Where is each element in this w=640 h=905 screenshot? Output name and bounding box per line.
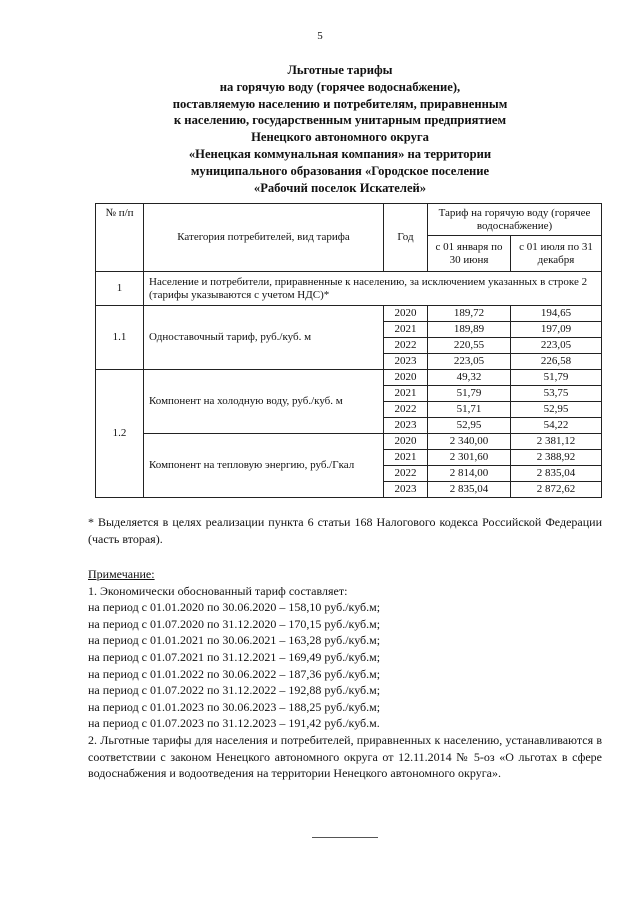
value-cell: 194,65 [511,306,602,322]
year-cell: 2022 [384,402,428,418]
title-line: поставляемую населению и потребителям, приравненным [172,96,508,111]
year-cell: 2021 [384,322,428,338]
value-cell: 2 872,62 [511,482,602,498]
period-line: на период с 01.01.2023 по 30.06.2023 – 188,25 руб./куб.м; [88,699,381,714]
header-half2: с 01 июля по 31 декабря [511,236,602,272]
period-line: на период с 01.07.2021 по 31.12.2021 – 169,49 руб./куб.м; [88,649,381,664]
year-cell: 2023 [384,418,428,434]
period-line: на период с 01.07.2020 по 31.12.2020 – 170,15 руб./куб.м; [88,616,381,631]
period-line: на период с 01.01.2022 по 30.06.2022 – 187,36 руб./куб.м; [88,666,381,681]
footnote: * Выделяется в целях реализации пункта 6 статьи 168 Налогового кодекса Российской Федерации (часть вторая). [88,515,602,546]
header-year: Год [384,204,428,272]
value-cell: 2 835,04 [428,482,511,498]
year-cell: 2020 [384,434,428,450]
period-line: на период с 01.01.2021 по 30.06.2021 – 163,28 руб./куб.м; [88,633,381,648]
value-cell: 197,09 [511,322,602,338]
value-cell: 51,79 [428,386,511,402]
value-cell: 2 835,04 [511,466,602,482]
value-cell: 226,58 [511,354,602,370]
header-num: № п/п [96,204,144,272]
table-row [96,306,602,322]
period-line: на период с 01.07.2023 по 31.12.2023 – 191,42 руб./куб.м. [88,716,380,731]
year-cell: 2021 [384,386,428,402]
period-line: на период с 01.07.2022 по 31.12.2022 – 192,88 руб./куб.м; [88,683,381,698]
row-num: 1.1 [96,306,144,370]
value-cell: 2 340,00 [428,434,511,450]
value-cell: 53,75 [511,386,602,402]
tariff-label: Одноставочный тариф, руб./куб. м [144,306,384,370]
tariff-label: Компонент на тепловую энергию, руб./Гкал [144,434,384,498]
title-line: Льготные тарифы [287,63,393,77]
value-cell: 220,55 [428,338,511,354]
year-cell: 2021 [384,450,428,466]
table-row [96,370,602,386]
title-line: «Ненецкая коммунальная компания» на территории [188,146,492,161]
header-half1: с 01 января по 30 июня [428,236,511,272]
value-cell: 2 301,60 [428,450,511,466]
notes-section [88,566,602,782]
year-cell: 2022 [384,466,428,482]
tariff-table [95,203,602,498]
value-cell: 52,95 [511,402,602,418]
group-description: Население и потребители, приравненные к населению, за исключением указанных в строке 2 (тарифы указываются с учетом НДС)* [144,272,602,306]
document-title [80,62,600,196]
year-cell: 2023 [384,482,428,498]
value-cell: 223,05 [428,354,511,370]
note-item: 1. Экономически обоснованный тариф составляет: [88,583,348,598]
value-cell: 189,72 [428,306,511,322]
year-cell: 2023 [384,354,428,370]
tariff-label: Компонент на холодную воду, руб./куб. м [144,370,384,434]
value-cell: 51,71 [428,402,511,418]
year-cell: 2020 [384,370,428,386]
table-row [96,272,602,306]
note-item: 2. Льготные тарифы для населения и потребителей, приравненных к населению, устанавливаются в соответствии с законом Ненецкого автономного округа от 12.11.2014 № 5-оз «О льготах в сфере водоснабжения и водоотведения на территории Ненецкого автономного округа». [88,732,602,781]
value-cell: 49,32 [428,370,511,386]
title-line: «Рабочий поселок Искателей» [253,180,427,195]
period-line: на период с 01.01.2020 по 30.06.2020 – 158,10 руб./куб.м; [88,600,381,615]
value-cell: 189,89 [428,322,511,338]
value-cell: 54,22 [511,418,602,434]
table-row [96,434,602,450]
table-header-row [96,204,602,236]
value-cell: 2 388,92 [511,450,602,466]
row-num: 1.2 [96,370,144,498]
year-cell: 2022 [384,338,428,354]
value-cell: 223,05 [511,338,602,354]
value-cell: 2 381,12 [511,434,602,450]
title-line: на горячую воду (горячее водоснабжение), [219,79,461,94]
title-line: Ненецкого автономного округа [251,130,429,145]
bottom-divider [312,837,378,838]
page-number: 5 [317,30,323,42]
value-cell: 2 814,00 [428,466,511,482]
value-cell: 51,79 [511,370,602,386]
row-num: 1 [96,272,144,306]
notes-heading: Примечание: [88,567,155,581]
value-cell: 52,95 [428,418,511,434]
header-tariff: Тариф на горячую воду (горячее водоснабжение) [428,204,602,236]
title-line: муниципального образования «Городское поселение [190,163,490,178]
header-category: Категория потребителей, вид тарифа [144,204,384,272]
year-cell: 2020 [384,306,428,322]
title-line: к населению, государственным унитарным предприятием [173,113,507,128]
